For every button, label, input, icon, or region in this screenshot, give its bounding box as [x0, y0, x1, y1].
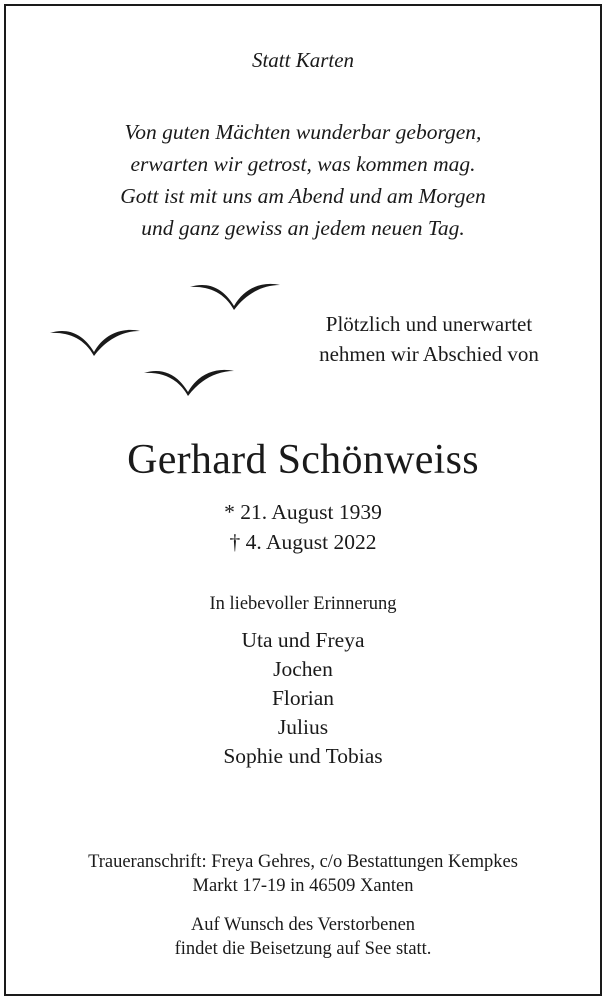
address-line: Traueranschrift: Freya Gehres, c/o Bestattungen Kempkes — [88, 852, 518, 872]
mourner: Sophie und Tobias — [223, 744, 383, 768]
intro-text — [296, 309, 562, 369]
note-line: Auf Wunsch des Verstorbenen — [190, 915, 416, 935]
address-line: Markt 17-19 in 46509 Xanten — [192, 876, 414, 896]
bird-icon — [188, 280, 282, 312]
poem — [6, 116, 600, 244]
bird-icon — [142, 366, 236, 398]
poem-line: Von guten Mächten wunderbar geborgen, — [124, 120, 482, 144]
mourner: Uta und Freya — [241, 628, 365, 652]
mourner: Jochen — [273, 657, 333, 681]
mourner: Florian — [271, 686, 335, 710]
bird-icon — [48, 326, 142, 358]
poem-line: erwarten wir getrost, was kommen mag. — [130, 152, 476, 176]
life-dates — [6, 497, 600, 557]
birth-date: * 21. August 1939 — [224, 500, 382, 524]
burial-note — [6, 913, 600, 961]
intro-line: nehmen wir Abschied von — [319, 342, 539, 366]
death-date: † 4. August 2022 — [229, 530, 377, 554]
intro-line: Plötzlich und unerwartet — [325, 312, 533, 336]
poem-line: Gott ist mit uns am Abend und am Morgen — [120, 184, 486, 208]
note-line: findet die Beisetzung auf See statt. — [174, 939, 432, 959]
salutation: Statt Karten — [251, 48, 355, 72]
memory-heading: In liebevoller Erinnerung — [209, 594, 397, 614]
mourners-list — [6, 626, 600, 771]
poem-line: und ganz gewiss an jedem neuen Tag. — [141, 216, 465, 240]
obituary-card — [4, 4, 602, 996]
mourning-address — [6, 850, 600, 898]
mourner: Julius — [277, 715, 329, 739]
deceased-name: Gerhard Schönweiss — [127, 437, 479, 483]
